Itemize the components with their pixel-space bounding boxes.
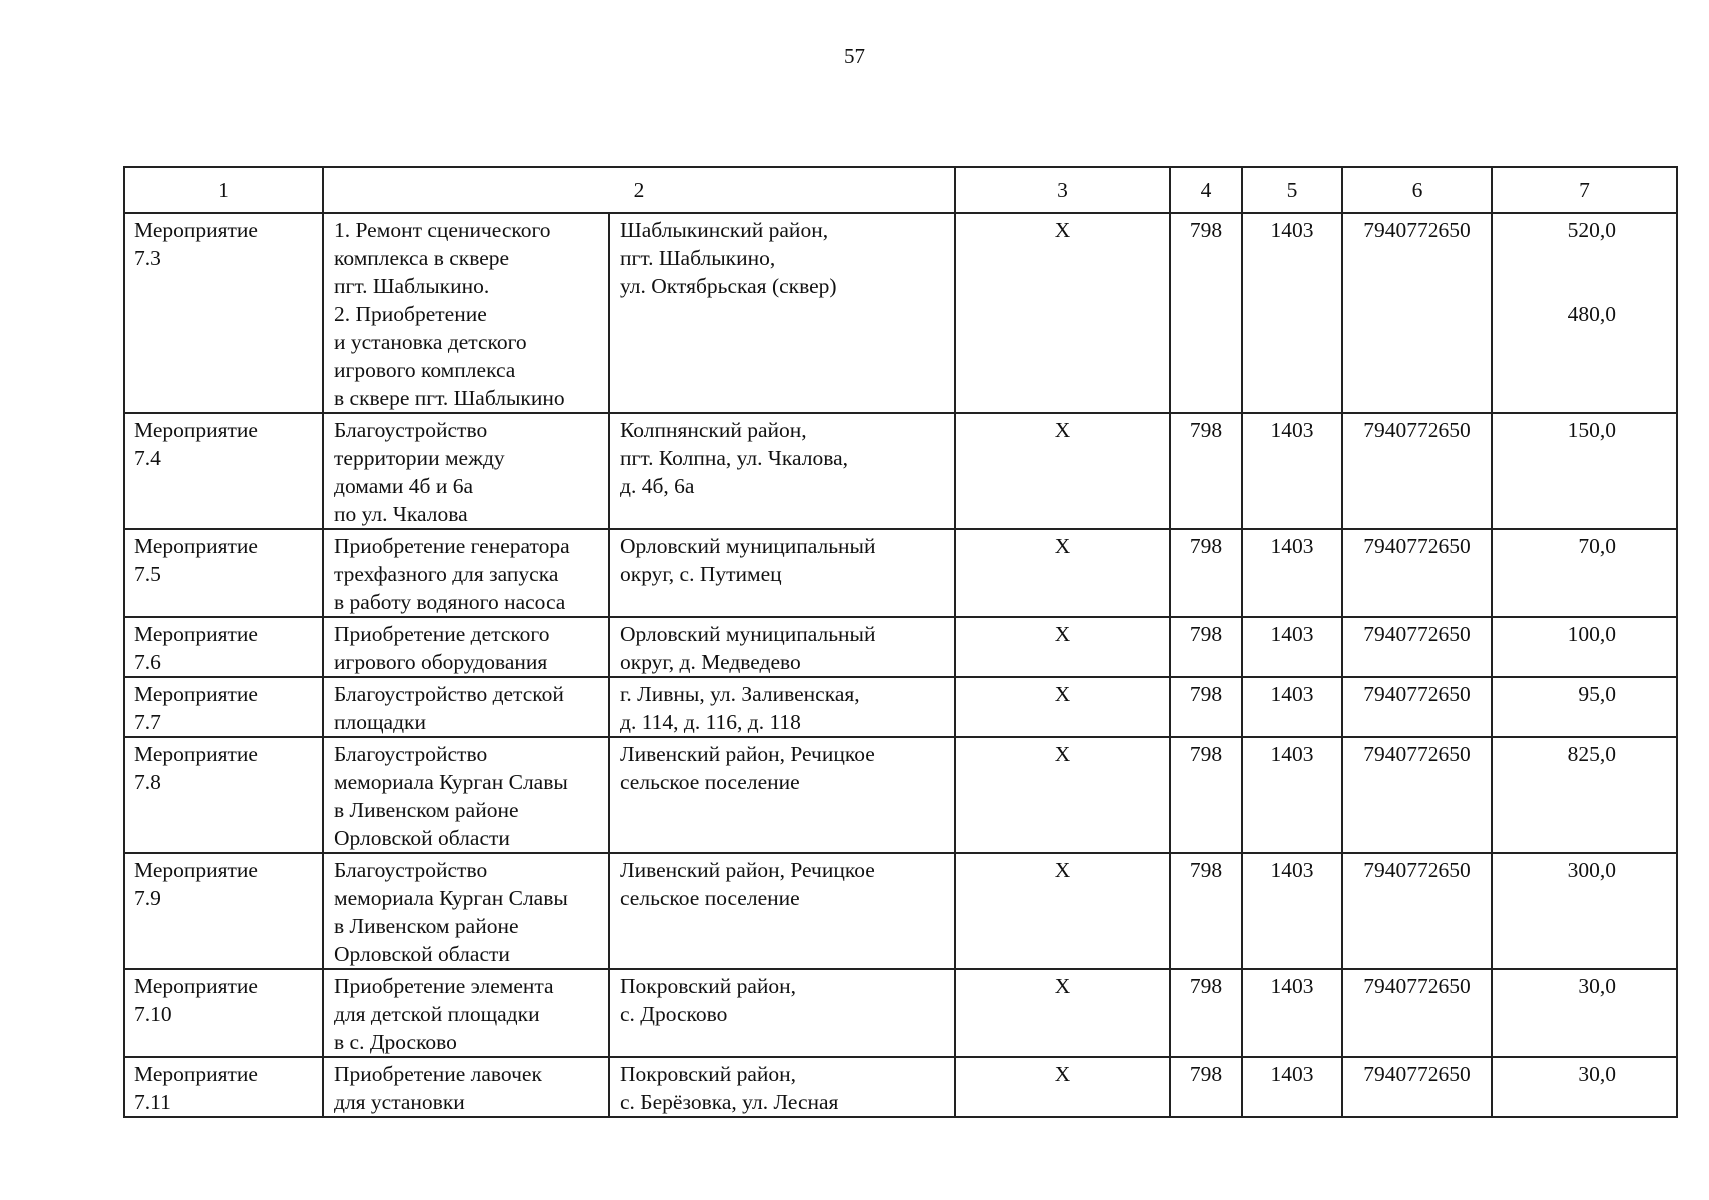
table-row xyxy=(124,529,1677,617)
cell-line: д. 114, д. 116, д. 118 xyxy=(620,710,801,734)
code-4-cell: 798 xyxy=(1170,737,1242,853)
amount-cell xyxy=(1492,969,1677,1057)
activity-description xyxy=(324,678,610,736)
activity-cell xyxy=(124,737,323,853)
cell-line: г. Ливны, ул. Заливенская, xyxy=(620,682,860,706)
header-cell: 7 xyxy=(1492,167,1677,213)
code-5-cell: 1403 xyxy=(1242,677,1342,737)
amount-value: 95,0 xyxy=(1578,682,1616,706)
activity-cell xyxy=(124,853,323,969)
code-5-cell: 1403 xyxy=(1242,1057,1342,1117)
amount-cell xyxy=(1492,617,1677,677)
amount-cell xyxy=(1492,853,1677,969)
code-6-cell: 7940772650 xyxy=(1342,213,1492,413)
cell-line: Приобретение лавочек xyxy=(334,1062,542,1086)
cell-line: Орловской области xyxy=(334,826,510,850)
cell-line: д. 4б, 6а xyxy=(620,474,695,498)
activity-location xyxy=(610,738,954,852)
amount-value: 520,0 xyxy=(1567,218,1616,242)
table-row xyxy=(124,1057,1677,1117)
cell-line: площадки xyxy=(334,710,426,734)
cell-line: 7.5 xyxy=(134,562,161,586)
cell-line: Благоустройство xyxy=(334,858,488,882)
cell-line: Благоустройство xyxy=(334,418,488,442)
cell-line: игрового оборудования xyxy=(334,650,548,674)
cell-line: 7.7 xyxy=(134,710,161,734)
amount-cell xyxy=(1492,529,1677,617)
table-row xyxy=(124,413,1677,529)
header-cell: 2 xyxy=(323,167,955,213)
code-6-cell: 7940772650 xyxy=(1342,413,1492,529)
header-cell: 1 xyxy=(124,167,323,213)
amount-value: 30,0 xyxy=(1578,974,1616,998)
code-6-cell: 7940772650 xyxy=(1342,529,1492,617)
cell-line: Мероприятие xyxy=(134,534,258,558)
cell-line: Мероприятие xyxy=(134,682,258,706)
activity-cell xyxy=(124,413,323,529)
cell-line: Ливенский район, Речицкое xyxy=(620,742,875,766)
cell-line: Мероприятие xyxy=(134,218,258,242)
cell-line: Колпнянский район, xyxy=(620,418,807,442)
activity-location xyxy=(610,970,954,1056)
marker-cell: X xyxy=(955,213,1170,413)
amount-value: 100,0 xyxy=(1567,622,1616,646)
activity-location xyxy=(610,530,954,616)
marker-cell: X xyxy=(955,969,1170,1057)
description-cell xyxy=(323,853,955,969)
marker-cell: X xyxy=(955,413,1170,529)
cell-line: 1. Ремонт сценического xyxy=(334,218,551,242)
cell-line: в работу водяного насоса xyxy=(334,590,566,614)
cell-line: мемориала Курган Славы xyxy=(334,770,568,794)
activity-description xyxy=(324,530,610,616)
activity-description xyxy=(324,214,610,412)
description-cell xyxy=(323,213,955,413)
code-6-cell: 7940772650 xyxy=(1342,969,1492,1057)
activity-cell xyxy=(124,213,323,413)
activity-description xyxy=(324,854,610,968)
activity-location xyxy=(610,854,954,968)
code-4-cell: 798 xyxy=(1170,529,1242,617)
code-4-cell: 798 xyxy=(1170,853,1242,969)
marker-cell: X xyxy=(955,737,1170,853)
code-4-cell: 798 xyxy=(1170,413,1242,529)
activity-description xyxy=(324,970,610,1056)
cell-line: с. Берёзовка, ул. Лесная xyxy=(620,1090,839,1114)
activity-description xyxy=(324,1058,610,1116)
amount-cell xyxy=(1492,213,1677,413)
cell-line: по ул. Чкалова xyxy=(334,502,468,526)
cell-line: с. Дросково xyxy=(620,1002,728,1026)
code-5-cell: 1403 xyxy=(1242,969,1342,1057)
description-cell xyxy=(323,529,955,617)
code-5-cell: 1403 xyxy=(1242,853,1342,969)
cell-line: мемориала Курган Славы xyxy=(334,886,568,910)
marker-cell: X xyxy=(955,853,1170,969)
activity-cell xyxy=(124,529,323,617)
description-cell xyxy=(323,677,955,737)
marker-cell: X xyxy=(955,1057,1170,1117)
cell-line: пгт. Шаблыкино, xyxy=(620,246,776,270)
amount-value: 300,0 xyxy=(1567,858,1616,882)
cell-line: и установка детского xyxy=(334,330,527,354)
description-cell xyxy=(323,1057,955,1117)
amount-cell xyxy=(1492,677,1677,737)
cell-line: Мероприятие xyxy=(134,742,258,766)
cell-line: Мероприятие xyxy=(134,1062,258,1086)
cell-line: Мероприятие xyxy=(134,974,258,998)
header-row xyxy=(124,167,1677,213)
amount-cell xyxy=(1492,413,1677,529)
activity-description xyxy=(324,738,610,852)
table-row xyxy=(124,853,1677,969)
code-6-cell: 7940772650 xyxy=(1342,677,1492,737)
activity-description xyxy=(324,618,610,676)
code-5-cell: 1403 xyxy=(1242,737,1342,853)
cell-line: территории между xyxy=(334,446,505,470)
amount-value: 825,0 xyxy=(1567,742,1616,766)
description-cell xyxy=(323,413,955,529)
table-row xyxy=(124,617,1677,677)
cell-line: Шаблыкинский район, xyxy=(620,218,829,242)
amount-cell xyxy=(1492,737,1677,853)
amount-value: 70,0 xyxy=(1578,534,1616,558)
cell-line: 7.8 xyxy=(134,770,161,794)
cell-line: Покровский район, xyxy=(620,974,797,998)
cell-line: пгт. Колпна, ул. Чкалова, xyxy=(620,446,848,470)
code-4-cell: 798 xyxy=(1170,1057,1242,1117)
amount-value: 30,0 xyxy=(1578,1062,1616,1086)
cell-line: Мероприятие xyxy=(134,622,258,646)
cell-line: Мероприятие xyxy=(134,418,258,442)
header-cell: 6 xyxy=(1342,167,1492,213)
cell-line: Мероприятие xyxy=(134,858,258,882)
code-4-cell: 798 xyxy=(1170,617,1242,677)
description-cell xyxy=(323,617,955,677)
description-cell xyxy=(323,737,955,853)
marker-cell: X xyxy=(955,529,1170,617)
activity-description xyxy=(324,414,610,528)
cell-line: в с. Дросково xyxy=(334,1030,457,1054)
cell-line: Орловский муниципальный xyxy=(620,622,876,646)
cell-line: трехфазного для запуска xyxy=(334,562,559,586)
activity-cell xyxy=(124,969,323,1057)
activity-cell xyxy=(124,1057,323,1117)
cell-line: округ, с. Путимец xyxy=(620,562,782,586)
cell-line: 7.10 xyxy=(134,1002,172,1026)
activity-location xyxy=(610,618,954,676)
cell-line: Приобретение детского xyxy=(334,622,550,646)
table-row xyxy=(124,737,1677,853)
code-6-cell: 7940772650 xyxy=(1342,853,1492,969)
code-5-cell: 1403 xyxy=(1242,213,1342,413)
activity-location xyxy=(610,414,954,528)
description-cell xyxy=(323,969,955,1057)
budget-table xyxy=(123,166,1678,1118)
activity-location xyxy=(610,214,954,412)
cell-line: Благоустройство детской xyxy=(334,682,564,706)
amount-value: 480,0 xyxy=(1567,302,1616,326)
code-4-cell: 798 xyxy=(1170,213,1242,413)
header-cell: 3 xyxy=(955,167,1170,213)
header-cell: 4 xyxy=(1170,167,1242,213)
amount-value: 150,0 xyxy=(1567,418,1616,442)
code-6-cell: 7940772650 xyxy=(1342,737,1492,853)
cell-line: Приобретение элемента xyxy=(334,974,554,998)
cell-line: для детской площадки xyxy=(334,1002,540,1026)
cell-line: Приобретение генератора xyxy=(334,534,570,558)
activity-location xyxy=(610,1058,954,1116)
code-5-cell: 1403 xyxy=(1242,413,1342,529)
amount-cell xyxy=(1492,1057,1677,1117)
table-row xyxy=(124,677,1677,737)
cell-line: Покровский район, xyxy=(620,1062,797,1086)
cell-line: 7.11 xyxy=(134,1090,171,1114)
cell-line: 7.9 xyxy=(134,886,161,910)
activity-location xyxy=(610,678,954,736)
cell-line: пгт. Шаблыкино. xyxy=(334,274,490,298)
cell-line: 7.3 xyxy=(134,246,161,270)
marker-cell: X xyxy=(955,677,1170,737)
cell-line: Орловской области xyxy=(334,942,510,966)
cell-line: 2. Приобретение xyxy=(334,302,487,326)
cell-line: округ, д. Медведево xyxy=(620,650,801,674)
code-5-cell: 1403 xyxy=(1242,617,1342,677)
cell-line: в Ливенском районе xyxy=(334,914,519,938)
code-5-cell: 1403 xyxy=(1242,529,1342,617)
cell-line: ул. Октябрьская (сквер) xyxy=(620,274,837,298)
table-row xyxy=(124,969,1677,1057)
header-cell: 5 xyxy=(1242,167,1342,213)
cell-line: сельское поселение xyxy=(620,886,800,910)
cell-line: домами 4б и 6а xyxy=(334,474,474,498)
cell-line: Благоустройство xyxy=(334,742,488,766)
code-6-cell: 7940772650 xyxy=(1342,617,1492,677)
table-row xyxy=(124,213,1677,413)
code-4-cell: 798 xyxy=(1170,677,1242,737)
cell-line: Ливенский район, Речицкое xyxy=(620,858,875,882)
cell-line: в Ливенском районе xyxy=(334,798,519,822)
cell-line: в сквере пгт. Шаблыкино xyxy=(334,386,565,410)
marker-cell: X xyxy=(955,617,1170,677)
cell-line: 7.4 xyxy=(134,446,161,470)
activity-cell xyxy=(124,677,323,737)
cell-line: 7.6 xyxy=(134,650,161,674)
cell-line: игрового комплекса xyxy=(334,358,516,382)
code-4-cell: 798 xyxy=(1170,969,1242,1057)
code-6-cell: 7940772650 xyxy=(1342,1057,1492,1117)
activity-cell xyxy=(124,617,323,677)
cell-line: для установки xyxy=(334,1090,465,1114)
cell-line: сельское поселение xyxy=(620,770,800,794)
cell-line: комплекса в сквере xyxy=(334,246,510,270)
page-number: 57 xyxy=(844,44,865,68)
cell-line: Орловский муниципальный xyxy=(620,534,876,558)
